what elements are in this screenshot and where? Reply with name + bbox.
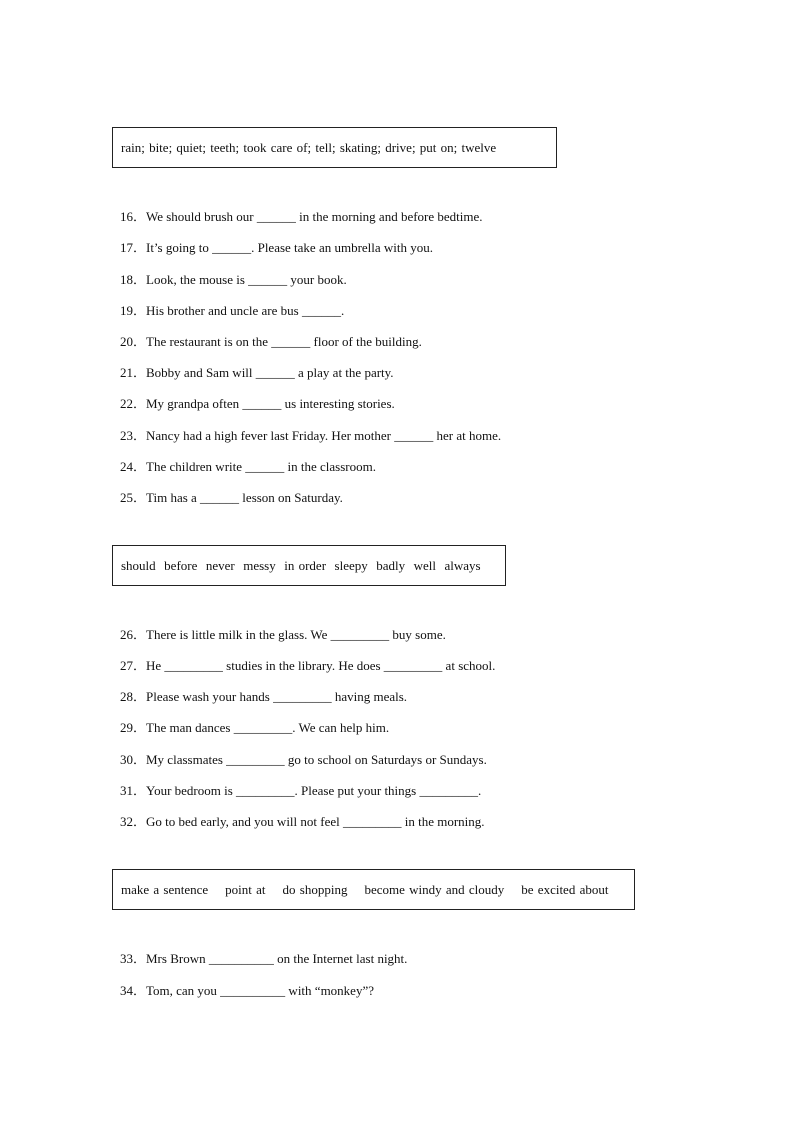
question-28: 28．Please wash your hands _________ having meals. [120,689,408,704]
question-19: 19．His brother and uncle are bus ______. [120,303,345,318]
question-22: 22．My grandpa often ______ us interesting stories. [120,396,395,411]
question-25: 25．Tim has a ______ lesson on Saturday. [120,490,343,505]
question-24: 24．The children write ______ in the classroom. [120,459,376,474]
question-18: 18．Look, the mouse is ______ your book. [120,272,347,287]
question-34: 34．Tom, can you __________ with “monkey”? [120,983,374,998]
question-17: 17．It’s going to ______. Please take an umbrella with you. [120,240,434,255]
question-30: 30．My classmates _________ go to school on Saturdays or Sundays. [120,752,487,767]
word-bank-3: make a sentence point at do shopping become windy and cloudy be excited about [112,869,635,910]
question-29: 29．The man dances _________. We can help him. [120,720,390,735]
question-32: 32．Go to bed early, and you will not feel _________ in the morning. [120,814,485,829]
question-27: 27．He _________ studies in the library. He does _________ at school. [120,658,496,673]
question-21: 21．Bobby and Sam will ______ a play at the party. [120,365,394,380]
word-bank-2: should before never messy in order sleepy badly well always [112,545,506,586]
word-bank-1: rain; bite; quiet; teeth; took care of; tell; skating; drive; put on; twelve [112,127,557,168]
question-31: 31．Your bedroom is _________. Please put your things _________. [120,783,482,798]
question-33: 33．Mrs Brown __________ on the Internet last night. [120,951,408,966]
question-26: 26．There is little milk in the glass. We _________ buy some. [120,627,446,642]
question-20: 20．The restaurant is on the ______ floor of the building. [120,334,422,349]
question-23: 23．Nancy had a high fever last Friday. Her mother ______ her at home. [120,428,502,443]
question-16: 16．We should brush our ______ in the morning and before bedtime. [120,209,483,224]
